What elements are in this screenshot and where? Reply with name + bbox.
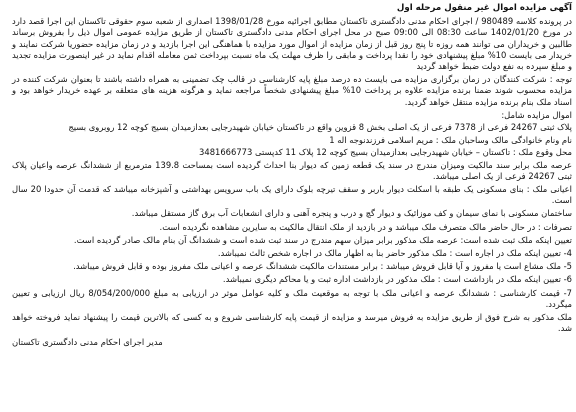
ownership-type-line: 5- ملک مشاع است یا مفروز و آیا قابل فروش میباشد : برابر مستندات مالکیت ششدانگ عرصه و اعیانی ملک مفروز بوده و قابل فروش میباشد.	[73, 261, 572, 272]
intro-paragraph: در پرونده کلاسه 980489 / اجرای احکام مدنی دادگستری تاکستان مطابق اجرائیه مورخ 1398/01/28 اصداری از شعبه سوم حقوقی تاکستان این اجرا قصد دارد در مورخ 1402/01/20 ساعت 08:30 الی 09:00 صبح در محل اجرای احکام مدنی دادگستری تاکستان از طریق مزایده عمومی اموال ذیل را بفروش برساند طالبین و خریداران می توانند همه روزه تا پنج روز قبل از زمان مزایده از اموال مورد مزایده با هماهنگی این اجرا بازدید و در زمان مزایده حضوریا شرکت نمایند و خریدار می بایست 10% مبلغ پیشنهادی خود را نقدا پرداخت و مابقی را ظرف مهلت یک ماه نسبت بپرداخت ثمن معامله اقدام نماید در غیر اینصورت مزایده تجدید و مبلغ سپرده به نفع دولت ضبط خواهد گردید	[12, 16, 572, 72]
signature: مدیر اجرای احکام مدنی دادگستری تاکستان	[12, 337, 163, 348]
valuation-line: 7- قیمت کارشناسی : ششدانگ عرصه و اعیانی ملک با توجه به موقعیت ملک و کلیه عوامل موثر در ارزیابی به مبلغ 8/054/200/000 ریال ارزیابی و تعیین میگردد.	[12, 287, 572, 309]
owner-line: نام ونام خانوادگی مالک وساحبان ملک : مریم اسلامی فرزندنوجه اله 1	[329, 135, 572, 146]
building-description: اعیانی ملک : بنای مسکونی یک طبقه با اسکلت دیوار باربر و سقف تیرچه بلوک دارای یک باب سرویس بهداشتی و آشپزخانه میباشد که قدمت آن حدودا 20 سال است.	[12, 184, 572, 206]
location-line: محل وقوع ملک : تاکستان – خیابان شهیدرجایی بعدازمیدان بسیج کوچه 12 پلاک 11 کدپستی 3481666773	[199, 147, 572, 158]
lease-line: 4- تعیین اینکه ملک در اجاره است : ملک مذکور حاضر بنا به اظهار مالک در اجاره شخص ثالث نمیباشد.	[217, 248, 572, 259]
document	[8, 0, 576, 412]
sale-terms-line: ملک مذکور به شرح فوق از طریق مزایده به فروش میرسد و مزایده از قیمت پایه کارشناسی شروع و به کسی که بالاترین قیمت را پیشنهاد نماید فروخته خواهد شد.	[12, 312, 572, 334]
property-list-heading: اموال مزایده شامل:	[501, 109, 572, 120]
seizure-line: 6- تعیین اینکه ملک در بازداشت است : ملک مذکور در بازداشت اداره ثبت و یا محاکم دیگری نمیباشد.	[222, 274, 572, 285]
notice-paragraph: توجه : شرکت کنندگان در زمان برگزاری مزایده می بایست ده درصد مبلغ پایه کارشناسی در قالب چک تضمینی به همراه داشته باشند تا بعنوان شرکت کننده در مزایده محسوب شوند ضمنا برنده مزایده علاوه بر پرداخت 10% مبلغ پیشنهادی شخصاً مراجعه نماید و هرگونه هزینه های متعلقه بر عهده خریدار خواهد بود و اسناد ملک بنام برنده مزایده منتقل خواهد گردید.	[12, 74, 572, 107]
possession-line: تصرفات : در حال حاضر مالک متصرف ملک میباشد و در بازدید از ملک انتقال مالکیت به سایرین مشاهده نگردیده است.	[159, 221, 572, 232]
document-title: آگهی مزایده اموال غیر منقول مرحله اول	[396, 3, 572, 13]
property-plate-line: پلاک ثبتی 24267 فرعی از 7378 فرعی از یک اصلی بخش 8 قزوین واقع در تاکستان خیابان شهیدرجایی بعدازمیدان بسیج کوچه 12 روبروی بسیج	[68, 122, 572, 133]
land-description: عرصه ملک برابر سند مالکیت ومیزان مندرج در سند یک قطعه زمین که دیوار بنا احداث گردیده است بمساحت 139.8 مترمربع از ششدانگ عرصه واعیان پلاک ثبتی 24267 فرعی از یک اصلی میباشد.	[12, 159, 572, 181]
registration-line: تعیین اینکه ملک ثبت شده است: عرصه ملک مذکور برابر میزان سهم مندرج در سند ثبت شده است و ششدانگ آن بنام مالک صادر گردیده است.	[73, 234, 572, 245]
building-finish: ساختمان مسکونی با نمای سیمان و کف موزائیک و دیوار گچ و درب و پنجره آهنی و دارای انشعابات آب برق گاز مستقل میباشد.	[131, 208, 572, 219]
